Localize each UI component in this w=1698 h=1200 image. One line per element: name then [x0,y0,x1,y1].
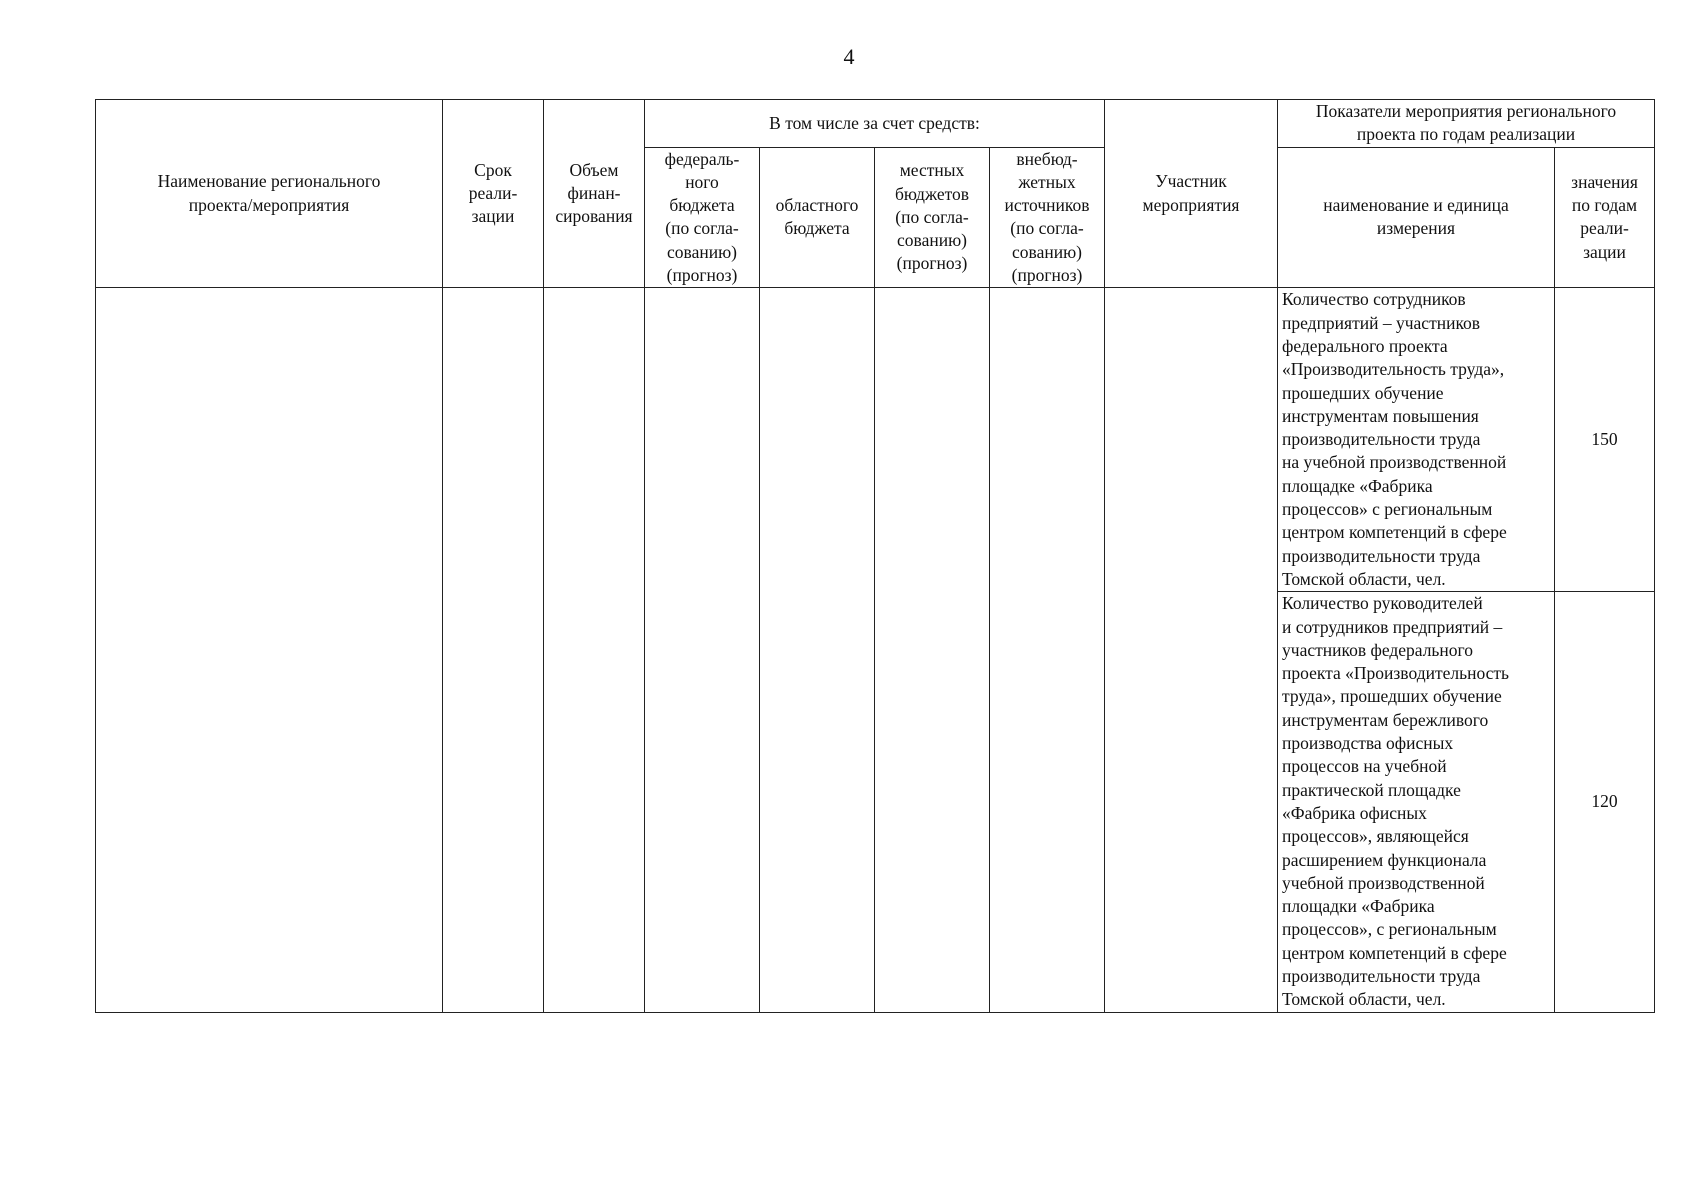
header-extrabudget-sources: внебюд- жетных источников (по согла- сованию) (прогноз) [990,147,1105,288]
page-number: 4 [843,44,855,69]
cell-name-empty [96,288,443,1012]
header-local-budgets: местных бюджетов (по согла- сованию) (прогноз) [875,147,990,288]
header-federal-budget: федераль- ного бюджета (по согла- сованию) (прогноз) [645,147,760,288]
indicator-value-cell: 150 [1555,288,1655,592]
header-participant: Участник мероприятия [1105,100,1278,288]
indicator-name-cell: Количество руководителей и сотрудников предприятий – участников федерального проекта «Производительность труда», прошедших обучение инструментам бережливого производства офисных процессов на учебной практической площадке «Фабрика офисных процессов», являющейся расширением функционала учебной производственной площадки «Фабрика процессов», с региональным центром компетенций в сфере производительности труда Томской области, чел. [1278,592,1555,1012]
header-regional-budget: областного бюджета [760,147,875,288]
indicator-value-cell: 120 [1555,592,1655,1012]
table-row [96,288,1655,592]
header-indicator-name: наименование и единица измерения [1278,147,1555,288]
header-indicator-value: значения по годам реали- зации [1555,147,1655,288]
header-term: Срок реали- зации [443,100,544,288]
header-name: Наименование регионального проекта/мероприятия [96,100,443,288]
cell-federal-empty [645,288,760,1012]
project-table [95,99,1655,1013]
cell-term-empty [443,288,544,1012]
header-volume: Объем финан- сирования [544,100,645,288]
header-funding-group: В том числе за счет средств: [645,100,1105,148]
cell-extrabudget-empty [990,288,1105,1012]
cell-regional-empty [760,288,875,1012]
cell-volume-empty [544,288,645,1012]
indicator-name-cell: Количество сотрудников предприятий – участников федерального проекта «Производительность труда», прошедших обучение инструментам повышения производительности труда на учебной производственной площадке «Фабрика процессов» с региональным центром компетенций в сфере производительности труда Томской области, чел. [1278,288,1555,592]
cell-local-empty [875,288,990,1012]
cell-participant-empty [1105,288,1278,1012]
header-indicators-group: Показатели мероприятия регионального проекта по годам реализации [1278,100,1655,148]
